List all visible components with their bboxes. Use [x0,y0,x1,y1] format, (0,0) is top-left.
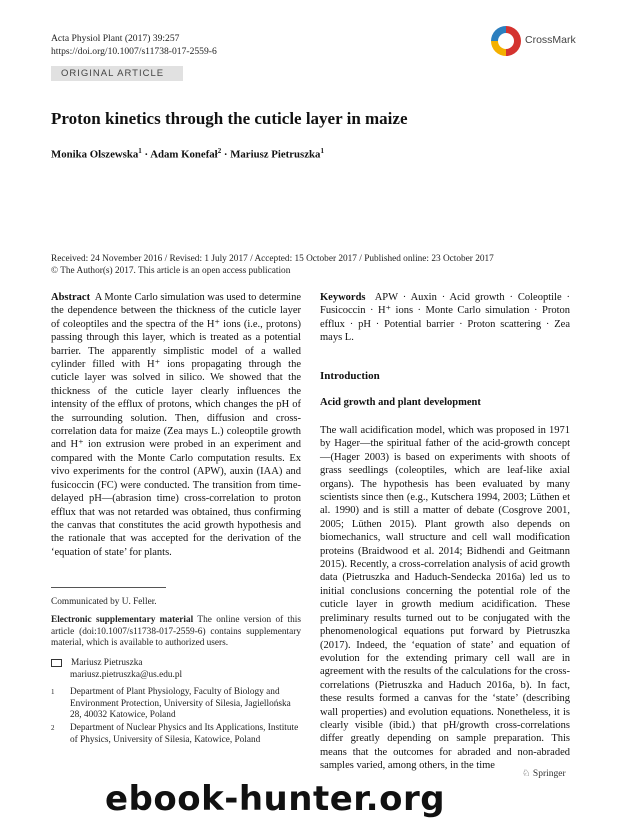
corresponding-author [51,658,301,681]
crossmark-label: CrossMark [525,34,576,46]
author-separator: · [141,148,151,161]
affiliation-text: Department of Nuclear Physics and Its Applications, Institute of Physics, University of Silesia, Katowice, Poland [70,723,299,745]
footnote-divider [51,587,166,588]
communicated-by: Communicated by U. Feller. [51,597,157,607]
abstract [51,291,301,559]
introduction-heading: Introduction [320,370,380,382]
keywords-text: APW · Auxin · Acid growth · Coleoptile · Fusicoccin · H⁺ ions · Monte Carlo simulation · Proton efflux · pH · Potential barrier · Proton scattering · Zea mays L. [320,292,571,344]
publisher-name: Springer [532,769,566,779]
watermark: ebook-hunter.org [105,779,446,819]
author-list [51,147,324,161]
springer-horse-icon: ♘ [522,769,531,779]
author-affiliation-number: 2 [217,147,222,155]
contact-name: Mariusz Pietruszka [71,658,143,668]
affiliation-number: 2 [51,724,55,732]
history-dates: Received: 24 November 2016 / Revised: 1 July 2017 / Accepted: 15 October 2017 / Published online: 23 October 2017 [51,254,494,264]
affiliation [51,723,301,746]
copyright-line: © The Author(s) 2017. This article is an open access publication [51,266,291,276]
section-band [51,66,183,81]
affiliation-number: 1 [51,688,55,696]
crossmark-icon [491,26,521,56]
affiliation [51,687,301,722]
author-affiliation-number: 1 [138,147,142,155]
journal-header [51,33,217,58]
author-name[interactable]: Adam Konefał [150,148,218,161]
author-separator: · [221,148,231,161]
envelope-icon [51,659,62,667]
publication-dates [51,253,571,277]
esm-label: Electronic supplementary material [51,615,194,625]
keywords [320,291,570,345]
doi-link[interactable]: https://doi.org/10.1007/s11738-017-2559-6 [51,45,217,57]
contact-email[interactable]: mariusz.pietruszka@us.edu.pl [70,669,183,680]
esm-text: The online version of this article (doi:10.1007/s11738-017-2559-6) contains supplementary material, which is available to authorized users. [51,615,301,649]
publisher-logo [522,768,566,779]
author-name[interactable]: Monika Olszewska [51,148,139,161]
author-affiliation-number: 1 [320,147,324,155]
article-title: Proton kinetics through the cuticle layer in maize [51,109,408,128]
abstract-label: Abstract [51,292,91,303]
abstract-text: A Monte Carlo simulation was used to determine the dependence between the thickness of the cuticle layer of coleoptiles and the spectra of the H⁺ ions (i.e., protons) passing through this layer, which is treated as a potential barrier. The apparently simplistic model of a walled cylinder filled with H⁺ ions propagating through the cuticle layer was solved in silico. We showed that the thickness of the cuticle layer clearly influences the intensity of the efflux of protons, which changes the pH of the surrounding solution. Then, diffusion and cross-correlation data for maize (Zea mays L.) coleoptile growth and H⁺ ion extrusion were probed in an experiment and compared with the Monte Carlo computation results. Ex vivo experiments for the control (APW), auxin (IAA) and fusicoccin (FC) were conducted. The transition from time-delayed pH—(abrasion time) cross-correlation to proton efflux that was not retarded was obtained, thus confirming the canvas that constitutes the acid growth hypothesis and the rationale that was accepted for the derivation of the ‘equation of state’ for plants. [51,292,301,558]
journal-citation: Acta Physiol Plant (2017) 39:257 [51,33,180,44]
introduction-subheading: Acid growth and plant development [320,397,481,408]
affiliation-text: Department of Plant Physiology, Faculty of Biology and Environment Protection, University of Silesia, Jagiellońska 28, 40032 Katowice, Poland [70,687,291,721]
keywords-label: Keywords [320,292,366,303]
introduction-body: The wall acidification model, which was proposed in 1971 by Hager—the spiritual father of the acid-growth concept—(Hager 2003) is based on experiments with shoots of grass seedlings (coleoptiles, which are leaf-like axial organs). The hypothesis has been evaluated by many scientists since then (e.g., Kutschera 1994, 2003; Lüthen et al. 1990) and is still a matter of debate (Cosgrove 2001, 2005; Lüthen 2015). Plant growth also depends on biomechanics, wall structure and cell wall modification proteins (Braidwood et al. 2014; Bidhendi and Geitmann 2015). Recently, a cross-correlation analysis of acid growth data (Pietruszka and Haduch-Sendecka 2016a) led us to initial conclusions concerning the potential role of the cuticle layer in growth medium acidification. These preliminary results turned out to be conjugated with the phenomenological equations put forward by Pietruszka (2017). Indeed, the ‘equation of state’ and equation of evolution for the extending primary cell wall are in agreement with the results of the calculations for the cross-correlations (Pietruszka and Haduch 2016a, b). In fact, these results formed a canvas for the ‘state’ (describing wall properties) and evolution equations. Nonetheless, it is clearly visible (ibid.) that pH/growth cross-correlations differ greatly depending on sample preparation. This means that the outcomes for abraded and non-abraded samples varied, among others, in the time [320,425,570,772]
supplementary-note [51,615,301,650]
crossmark-badge[interactable] [491,26,591,56]
author-name[interactable]: Mariusz Pietruszka [230,148,321,161]
section-label: ORIGINAL ARTICLE [61,68,165,79]
